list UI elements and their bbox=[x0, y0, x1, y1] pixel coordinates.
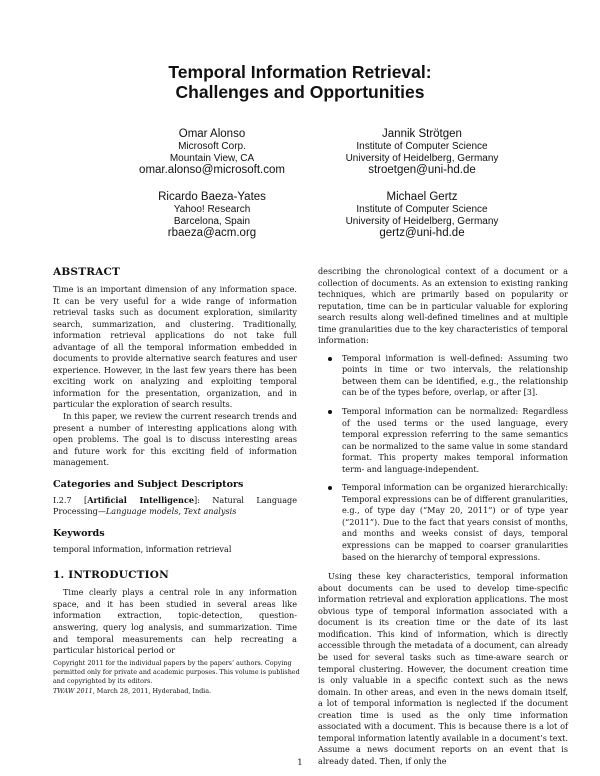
title-line-1: Temporal Information Retrieval: bbox=[168, 62, 432, 82]
body-paragraph: Using these key characteristics, temporal information about documents can be used to develop time-specific information retrieval and exploration applications. The most obvious type of temporal information associated with a document is its creation time or the date of its last modification. This kind of information, which is directly accessible through the metadata of a document, can already be used for several tasks such as time-aware search or temporal clustering. However, the document creation time is only valuable in a specific context such as the news domain. In other areas, and even in the news domain itself, a lot of temporal information is neglected if the document creation time is used as the only time information associated with a document. This is because there is a lot of temporal information latently available in a document’s text. Assume a news document reports on an event that is already dated. Then, if only the bbox=[318, 571, 568, 766]
author-name: Michael Gertz bbox=[386, 191, 458, 203]
author-name: Jannik Strötgen bbox=[382, 128, 462, 140]
author-affiliation: Microsoft Corp. bbox=[178, 141, 246, 152]
keywords-heading: Keywords bbox=[53, 527, 105, 539]
list-item-text: Temporal information is well-defined: Assuming two points in time or two intervals, the relationship between them can be identified, e.g., the relationship can be of the types before, overlap, or after [3]. bbox=[342, 352, 568, 398]
list-item-text: Temporal information can be organized hierarchically: Temporal expressions can be of different granularities, e.g., of type day (“May 20, 2011”) or of type year (“2011”). Due to the fact that years consist of months, and months and weeks consist of days, temporal expressions can be mapped to coarser granularities based on the hierarchy of temporal expressions. bbox=[342, 482, 568, 562]
list-item bbox=[318, 482, 568, 563]
category-code: I.2.7 [ bbox=[53, 494, 88, 505]
list-item bbox=[318, 406, 568, 475]
venue-name: TWAW 2011 bbox=[53, 686, 93, 695]
body-paragraph: describing the chronological context of a document or a collection of documents. As an extension to existing ranking techniques, which are primarily based on popularity or reputation, time can be in particular valuable for exploring search results along well-defined timelines and at multiple time granularities due to the key characteristics of temporal information: bbox=[318, 266, 568, 346]
abstract-paragraph: Time is an important dimension of any information space. It can be very useful for a wide range of information retrieval tasks such as document exploration, similarity search, summarization, and clustering. Traditionally, information retrieval applications do not take full advantage of all the temporal information embedded in documents to provide alternative search features and user experience. However, in the last few years there has been exciting work on analyzing and exploiting temporal information for the presentation, organization, and in particular the exploration of search results. bbox=[53, 284, 297, 410]
page-number: 1 bbox=[297, 758, 303, 768]
author-email: stroetgen@uni-hd.de bbox=[368, 164, 476, 176]
left-column bbox=[53, 266, 297, 657]
author-name: Omar Alonso bbox=[178, 128, 246, 140]
author-location: Mountain View, CA bbox=[169, 152, 255, 164]
category-descriptor: I.2.7 [Artificial Intelligence]: Natural Language Processing—Language models, Text analysis bbox=[53, 494, 298, 517]
bullet-icon bbox=[328, 357, 332, 361]
introduction-heading: 1. INTRODUCTION bbox=[53, 569, 169, 582]
bullet-icon bbox=[328, 486, 332, 490]
author-name: Ricardo Baeza-Yates bbox=[158, 191, 266, 203]
category-rest: ]: Natural Language Processing bbox=[53, 494, 298, 517]
abstract-heading: ABSTRACT bbox=[53, 266, 121, 278]
author-email: omar.alonso@microsoft.com bbox=[139, 164, 285, 176]
right-column bbox=[318, 266, 568, 767]
list-item-text: Temporal information can be normalized: Regardless of the used terms or the used language, every temporal expression referring to the same semantics can be normalized to the same value in some standard format. This property makes temporal information term- and language-independent. bbox=[342, 406, 568, 474]
introduction-paragraph: Time clearly plays a central role in any information space, and it has been studied in several areas like information extraction, topic-detection, question-answering, query log analysis, and summarization. Time and temporal measurements can help recreating a particular historical period or bbox=[53, 587, 297, 656]
author-affiliation: Yahoo! Research bbox=[173, 204, 251, 215]
paper-title bbox=[0, 62, 600, 102]
author-block bbox=[92, 128, 332, 177]
category-name: Artificial Intelligence bbox=[87, 494, 195, 505]
venue-details: , March 28, 2011, Hyderabad, India. bbox=[92, 686, 212, 695]
author-block bbox=[302, 191, 542, 240]
author-email: rbaeza@acm.org bbox=[167, 227, 257, 239]
author-location: University of Heidelberg, Germany bbox=[345, 215, 499, 227]
author-block bbox=[302, 128, 542, 177]
author-location: Barcelona, Spain bbox=[173, 215, 251, 227]
copyright-text: Copyright 2011 for the individual papers by the papers’ authors. Copying permitted only for private and academic purposes. This volume is published and copyrighted by its editors. bbox=[53, 659, 300, 686]
categories-heading: Categories and Subject Descriptors bbox=[53, 478, 244, 490]
abstract-paragraph: In this paper, we review the current research trends and present a number of interesting applications along with open problems. The goal is to discuss interesting areas and future work for this exciting field of information management. bbox=[53, 411, 297, 468]
author-location: University of Heidelberg, Germany bbox=[345, 152, 499, 164]
characteristics-list bbox=[318, 353, 568, 563]
author-affiliation: Institute of Computer Science bbox=[356, 204, 488, 215]
author-email: gertz@uni-hd.de bbox=[379, 227, 465, 239]
list-item bbox=[318, 353, 568, 399]
venue-line bbox=[53, 687, 303, 696]
author-block bbox=[92, 191, 332, 240]
title-line-2: Challenges and Opportunities bbox=[175, 82, 425, 102]
bullet-icon bbox=[328, 410, 332, 414]
author-affiliation: Institute of Computer Science bbox=[356, 141, 488, 152]
keywords-text: temporal information, information retrieval bbox=[53, 543, 232, 554]
category-terms: Language models, Text analysis bbox=[105, 506, 237, 517]
copyright-notice bbox=[53, 659, 303, 696]
